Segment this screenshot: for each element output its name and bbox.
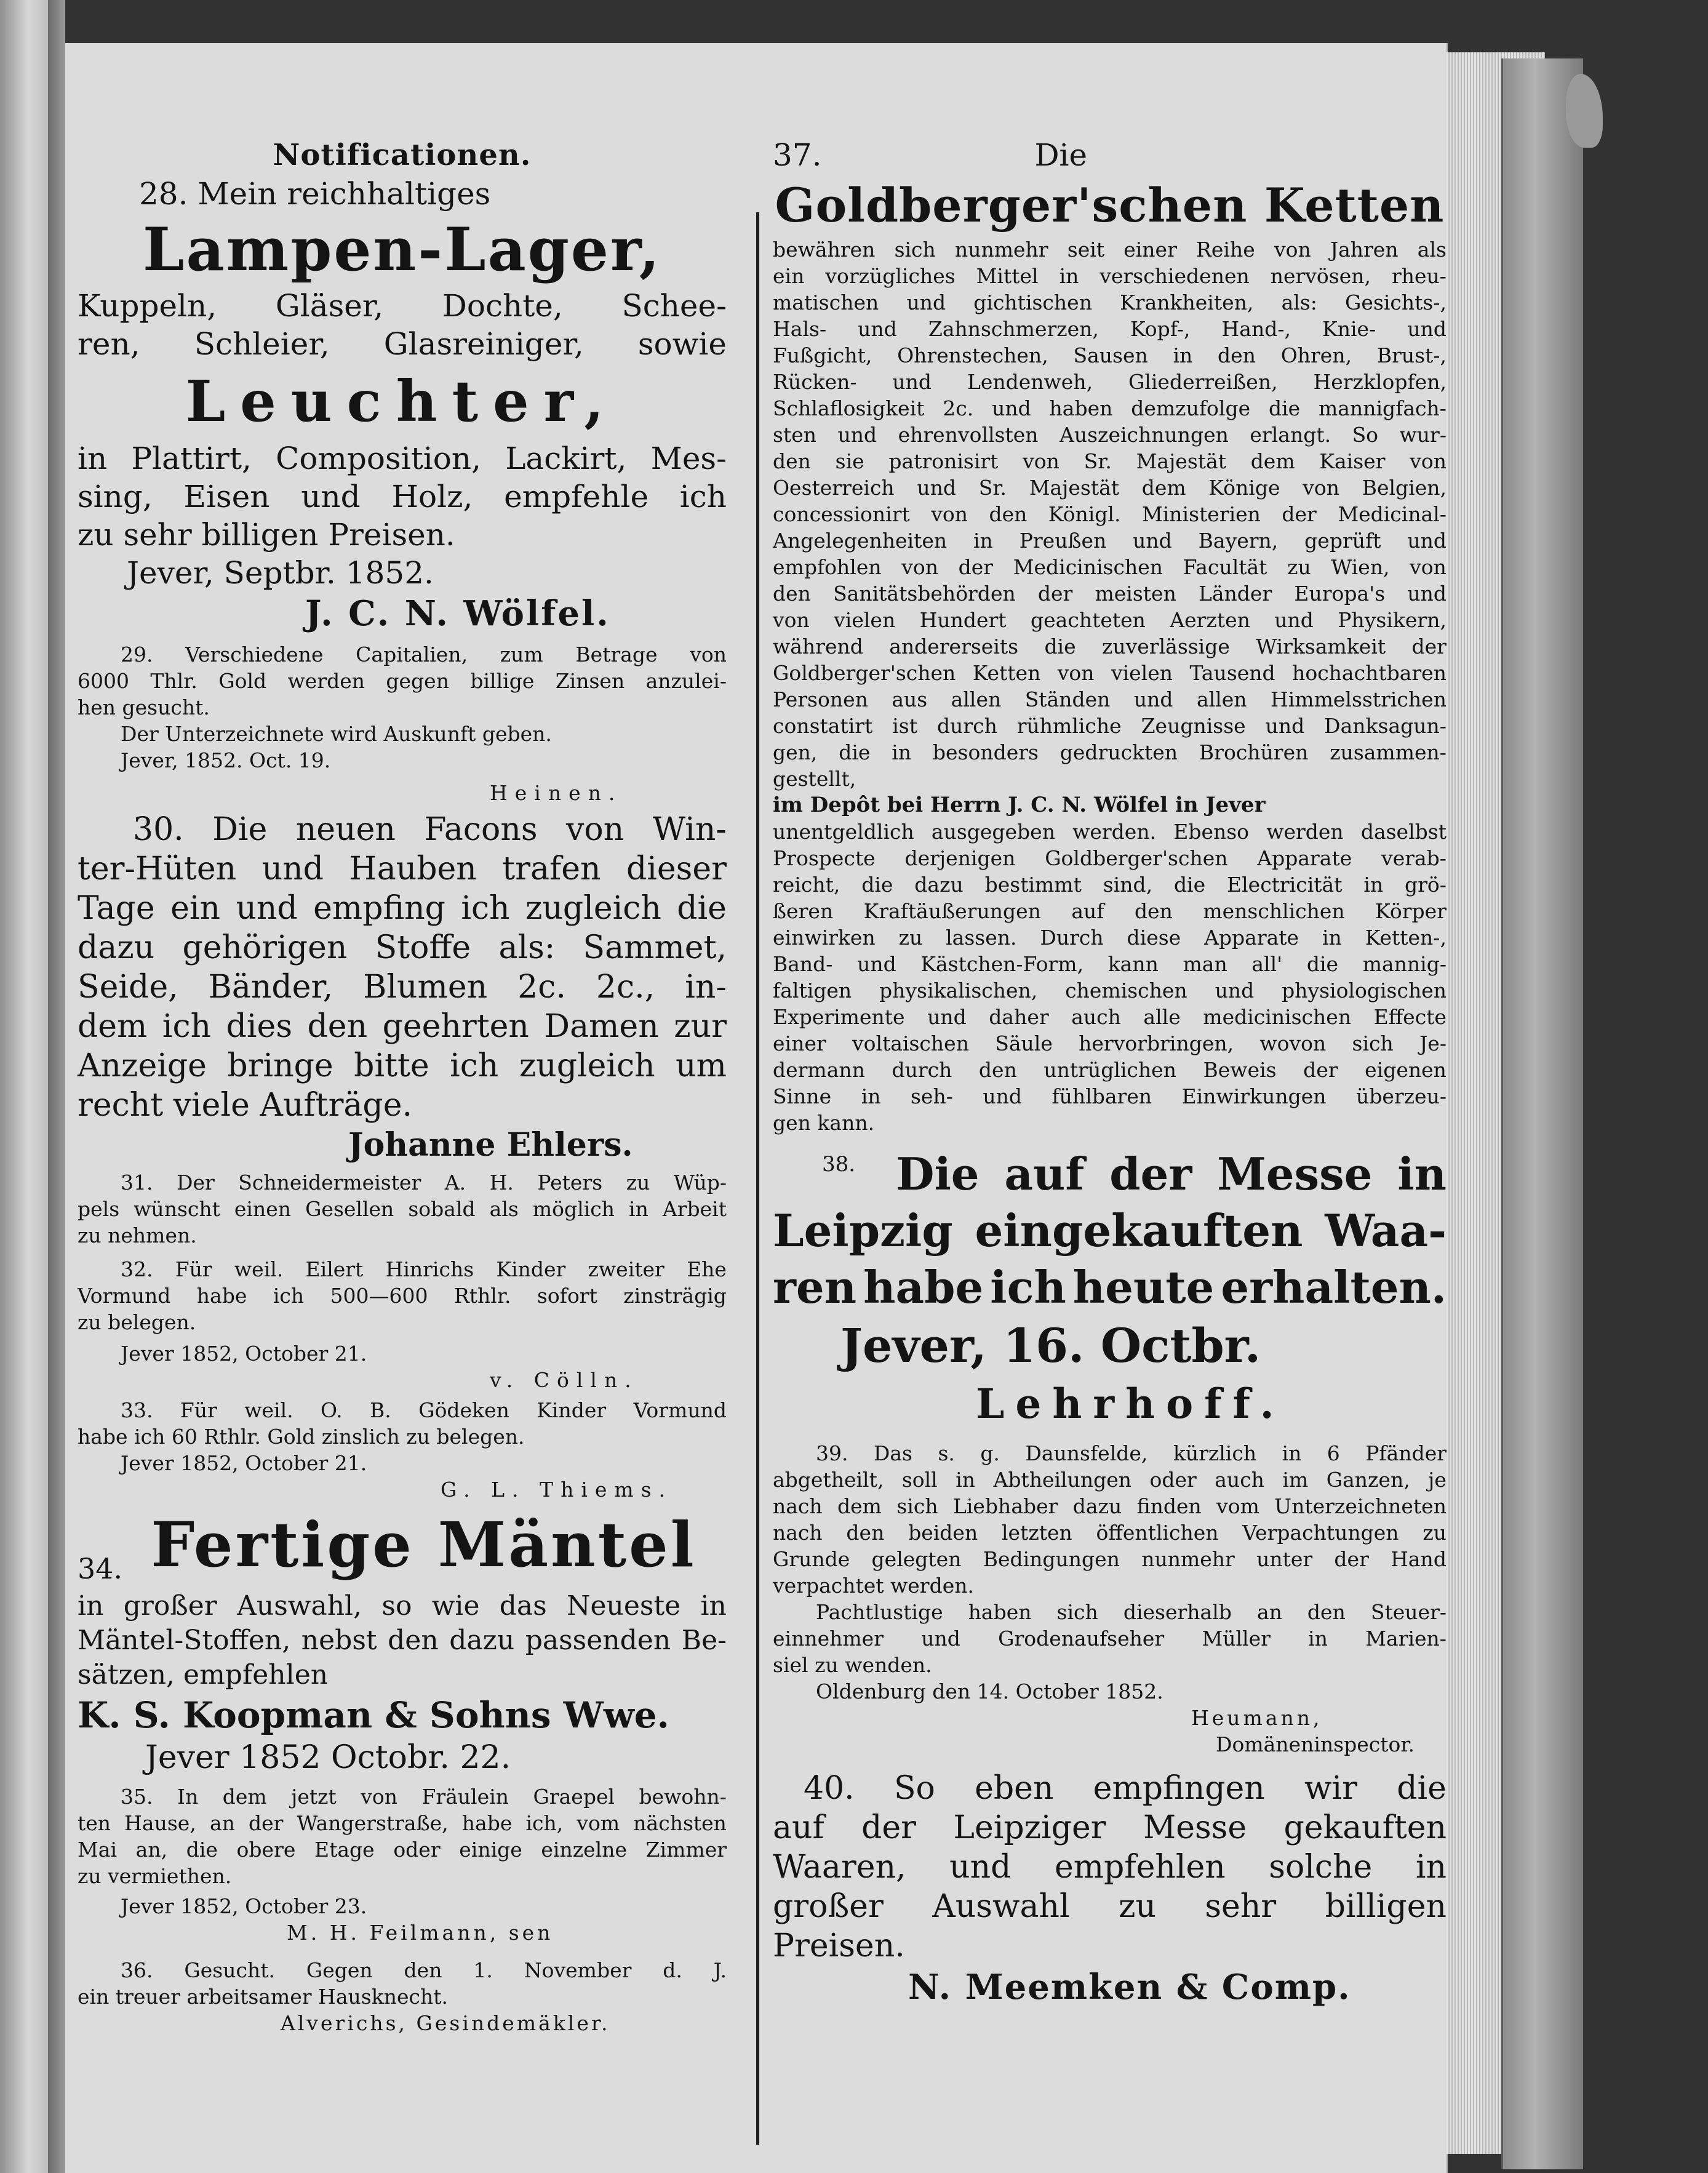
notice-37-line: Band- und Kästchen-Form, kann man all' die mannig- — [773, 952, 1447, 976]
notice-29-date: Jever, 1852. Oct. 19. — [121, 748, 331, 772]
notice-37-line: Personen aus allen Ständen und allen Himmelsstrichen — [773, 687, 1447, 711]
book-gutter — [48, 0, 65, 2173]
notice-37-line: bewähren sich nunmehr seit einer Reihe von Jahren als — [773, 238, 1447, 262]
notice-35 — [78, 1783, 727, 1946]
column-divider — [756, 212, 759, 2145]
notice-40-line: 40. So eben empfingen wir die — [804, 1770, 1447, 1807]
notice-39-date: Oldenburg den 14. October 1852. — [816, 1679, 1163, 1703]
notice-31 — [78, 1169, 727, 1249]
notice-37-line: Schlaflosigkeit 2c. und haben demzufolge die mannigfach- — [773, 396, 1447, 420]
notice-31-line: pels wünscht einen Gesellen sobald als möglich in Arbeit — [78, 1197, 727, 1221]
notice-32-date: Jever 1852, October 21. — [121, 1342, 367, 1366]
notice-28-date: Jever, Septbr. 1852. — [127, 555, 434, 591]
notice-37-die: Die — [1034, 137, 1088, 173]
notice-28-signature: J. C. N. Wölfel. — [305, 593, 610, 634]
notice-34-firm: K. S. Koopman & Sohns Wwe. — [78, 1694, 669, 1736]
notice-40-line: Preisen. — [773, 1927, 905, 1964]
notice-28-leuchter-headline: Leuchter, — [185, 368, 619, 434]
notice-30-line: ter-Hüten und Hauben trafen dieser — [78, 850, 727, 887]
notice-37-line: Angelegenheiten in Preußen und Bayern, geprüft und — [773, 529, 1447, 553]
notice-28-line: zu sehr billigen Preisen. — [78, 517, 455, 553]
notice-40-line: auf der Leipziger Messe gekauften — [773, 1809, 1447, 1846]
notice-34 — [78, 1507, 727, 1777]
notice-37-headline: Goldberger'schen Ketten — [775, 178, 1445, 233]
notice-34-line: Mäntel-Stoffen, nebst den dazu passenden Be- — [78, 1625, 727, 1656]
notice-37-line: einwirken zu lassen. Durch diese Apparate in Ketten-, — [773, 926, 1447, 950]
notice-37-line: den sie patronisirt von Sr. Majestät dem Kaiser von — [773, 449, 1447, 473]
notice-38-line: Leipzig eingekauften Waa- — [773, 1204, 1447, 1257]
notice-37-line: empfohlen von der Medicinischen Facultät zu Wien, von — [773, 555, 1447, 579]
notice-35-date: Jever 1852, October 23. — [121, 1894, 367, 1918]
notice-39-line: 39. Das s. g. Daunsfelde, kürzlich in 6 Pfänder — [816, 1441, 1447, 1465]
notice-32 — [78, 1256, 727, 1393]
notice-34-headline: Fertige Mäntel — [151, 1508, 696, 1581]
notice-37-line: ein vorzügliches Mittel in verschiedenen nervösen, rheu- — [773, 264, 1447, 288]
notice-30-signature: Johanne Ehlers. — [348, 1126, 633, 1164]
notice-31-line: 31. Der Schneidermeister A. H. Peters zu Wüp- — [121, 1171, 727, 1195]
notice-37-line: faltigen physikalischen, chemischen und physiologischen — [773, 978, 1447, 1002]
notice-28-intro: 28. Mein reichhaltiges — [139, 176, 491, 212]
notice-35-line: zu vermiethen. — [78, 1864, 232, 1888]
notice-29-line: 6000 Thlr. Gold werden gegen billige Zinsen anzulei- — [78, 669, 727, 693]
notice-32-line: 32. Für weil. Eilert Hinrichs Kinder zweiter Ehe — [121, 1257, 727, 1281]
notice-30-line: dazu gehörigen Stoffe als: Sammet, — [78, 929, 727, 966]
notice-34-line: in großer Auswahl, so wie das Neueste in — [78, 1590, 727, 1622]
notice-31-line: zu nehmen. — [78, 1223, 197, 1247]
notice-37-depot: im Depôt bei Herrn J. C. N. Wölfel in Jever — [773, 793, 1266, 817]
notice-28-line: in Plattirt, Composition, Lackirt, Mes- — [78, 441, 727, 476]
notice-28-line: sing, Eisen und Holz, empfehle ich — [78, 479, 727, 514]
notice-37-line: sten und ehrenvollsten Auszeichnungen erlangt. So wur- — [773, 423, 1447, 447]
left-column — [78, 135, 727, 2036]
notice-28 — [78, 175, 727, 635]
previous-page-edge — [0, 0, 48, 2173]
notice-37-line: gen kann. — [773, 1111, 875, 1135]
notice-37-line: Prospecte derjenigen Goldberger'schen Apparate verab- — [773, 846, 1447, 870]
notice-38-line: ren habe ich heute erhalten. — [773, 1261, 1447, 1313]
notice-30-line: dem ich dies den geehrten Damen zur — [78, 1008, 727, 1045]
notice-34-date: Jever 1852 Octobr. 22. — [145, 1739, 511, 1776]
notice-30-line: Tage ein und empfing ich zugleich die — [78, 890, 727, 927]
notice-28-line: Kuppeln, Gläser, Dochte, Schee- — [78, 288, 727, 324]
notice-33 — [78, 1397, 727, 1503]
notice-30-line: recht viele Aufträge. — [78, 1087, 413, 1124]
notice-32-line: zu belegen. — [78, 1310, 196, 1334]
notice-37-line: Fußgicht, Ohrenstechen, Sausen in den Ohren, Brust-, — [773, 343, 1447, 367]
cover-corner-wear — [1566, 74, 1603, 148]
notice-37-line: reicht, die dazu bestimmt sind, die Electricität in grö- — [773, 873, 1447, 897]
notice-39-line: Grunde gelegten Bedingungen nunmehr unter der Hand — [773, 1547, 1447, 1571]
notice-39-line: einnehmer und Grodenaufseher Müller in Marien- — [773, 1627, 1447, 1651]
notice-28-line: ren, Schleier, Glasreiniger, sowie — [78, 326, 727, 362]
notice-30-line: Anzeige bringe bitte ich zugleich um — [78, 1047, 727, 1084]
notice-33-signature: G. L. Thiems. — [441, 1478, 673, 1502]
notice-33-line: 33. Für weil. O. B. Gödeken Kinder Vormund — [121, 1398, 727, 1422]
notice-40 — [773, 1769, 1447, 2009]
notice-39-line: verpachtet werden. — [773, 1574, 974, 1598]
notice-37-line: Rücken- und Lendenweh, Gliederreißen, Herzklopfen, — [773, 370, 1447, 394]
notice-37-line: Experimente und daher auch alle medicinischen Effecte — [773, 1005, 1447, 1029]
notice-34-line: sätzen, empfehlen — [78, 1659, 329, 1691]
notice-38-number: 38. — [822, 1152, 856, 1177]
notice-35-line: 35. In dem jetzt von Fräulein Graepel bewohn- — [121, 1785, 727, 1809]
notice-39-line: Pachtlustige haben sich dieserhalb an den Steuer- — [816, 1600, 1447, 1624]
notice-36 — [78, 1957, 727, 2036]
notice-37-line: Hals- und Zahnschmerzen, Kopf-, Hand-, Knie- und — [773, 317, 1447, 341]
notice-29 — [78, 641, 727, 806]
notice-32-line: Vormund habe ich 500—600 Rthlr. sofort zinsträgig — [78, 1284, 727, 1308]
notice-36-line: 36. Gesucht. Gegen den 1. November d. J. — [121, 1958, 727, 1982]
notice-37 — [773, 135, 1447, 1136]
notice-37-line: Oesterreich und Sr. Majestät dem Könige von Belgien, — [773, 476, 1447, 500]
section-title: Notificationen. — [273, 138, 532, 172]
notice-37-header — [773, 135, 1447, 175]
notice-38-signature: Lehrhoff. — [976, 1380, 1285, 1428]
notice-30-line: 30. Die neuen Facons von Win- — [133, 811, 727, 848]
right-column — [773, 135, 1447, 2009]
notice-37-line: den Sanitätsbehörden der meisten Länder Europa's und — [773, 582, 1447, 606]
notice-35-line: ten Hause, an der Wangerstraße, habe ich, vom nächsten — [78, 1811, 727, 1835]
notice-30-line: Seide, Bänder, Blumen 2c. 2c., in- — [78, 969, 727, 1006]
notice-34-number: 34. — [78, 1552, 123, 1585]
notice-37-line: gestellt, — [773, 767, 856, 791]
notice-29-line: hen gesucht. — [78, 695, 210, 719]
newspaper-page — [65, 43, 1448, 2173]
notice-36-signature: Alverichs, Gesindemäkler. — [281, 2011, 610, 2035]
notice-37-line: von vielen Hundert geachteten Aerzten und Physikern, — [773, 608, 1447, 632]
notice-35-line: Mai an, die obere Etage oder einige einzelne Zimmer — [78, 1838, 727, 1862]
notice-37-line: Sinne in seh- und fühlbaren Einwirkungen überzeu- — [773, 1084, 1447, 1108]
notice-39-title: Domäneninspector. — [1216, 1732, 1415, 1756]
notice-39 — [773, 1440, 1447, 1758]
notice-35-signature: M. H. Feilmann, sen — [287, 1921, 554, 1945]
notice-39-line: nach den beiden letzten öffentlichen Verpachtungen zu — [773, 1521, 1447, 1545]
notice-38-line: Die auf der Messe in — [896, 1148, 1447, 1200]
notice-37-line: während andererseits die zuverlässige Wirksamkeit der — [773, 634, 1447, 658]
notice-37-line: gen, die in besonders gedruckten Brochüren zusammen- — [773, 740, 1447, 764]
notice-37-line: unentgeldlich ausgegeben werden. Ebenso werden daselbst — [773, 820, 1447, 844]
notice-37-line: matischen und gichtischen Krankheiten, als: Gesichts-, — [773, 290, 1447, 314]
notice-40-line: Waaren, und empfehlen solche in — [773, 1849, 1447, 1886]
notice-40-line: großer Auswahl zu sehr billigen — [773, 1888, 1447, 1925]
notice-37-line: Goldberger'schen Ketten von vielen Tausend hochachtbaren — [773, 661, 1447, 685]
notice-33-line: habe ich 60 Rthlr. Gold zinslich zu belegen. — [78, 1425, 525, 1449]
notice-38-date: Jever, 16. Octbr. — [840, 1318, 1261, 1373]
notice-28-lampen-headline: Lampen-Lager, — [142, 215, 662, 284]
notice-39-signature: Heumann, — [1191, 1706, 1323, 1730]
notice-29-line: Der Unterzeichnete wird Auskunft geben. — [121, 722, 552, 746]
notice-33-date: Jever 1852, October 21. — [121, 1451, 367, 1475]
notice-39-line: abgetheilt, soll in Abtheilungen oder auch im Ganzen, je — [773, 1468, 1447, 1492]
notice-39-line: nach dem sich Liebhaber dazu finden vom Unterzeichneten — [773, 1494, 1447, 1518]
notice-36-line: ein treuer arbeitsamer Hausknecht. — [78, 1985, 448, 2009]
notice-37-line: ßeren Kraftäußerungen auf den menschlichen Körper — [773, 899, 1447, 923]
notice-29-line: 29. Verschiedene Capitalien, zum Betrage von — [121, 642, 727, 666]
notice-29-signature: Heinen. — [490, 781, 623, 805]
notice-37-line: einer voltaischen Säule hervorbringen, wovon sich Je- — [773, 1031, 1447, 1055]
notice-37-line: constatirt ist durch rühmliche Zeugnisse und Danksagun- — [773, 714, 1447, 738]
notice-37-line: concessionirt von den Königl. Ministerien der Medicinal- — [773, 502, 1447, 526]
book-cover-edge — [1501, 58, 1583, 2169]
notice-30 — [78, 810, 727, 1166]
notice-38 — [773, 1146, 1447, 1431]
notice-37-number: 37. — [773, 137, 822, 173]
notice-40-firm: N. Meemken & Comp. — [908, 1967, 1351, 2007]
notice-32-signature: v. Cölln. — [490, 1368, 639, 1392]
notice-37-line: dermann durch den untrüglichen Beweis der eigenen — [773, 1058, 1447, 1082]
notice-39-line: siel zu wenden. — [773, 1653, 932, 1677]
